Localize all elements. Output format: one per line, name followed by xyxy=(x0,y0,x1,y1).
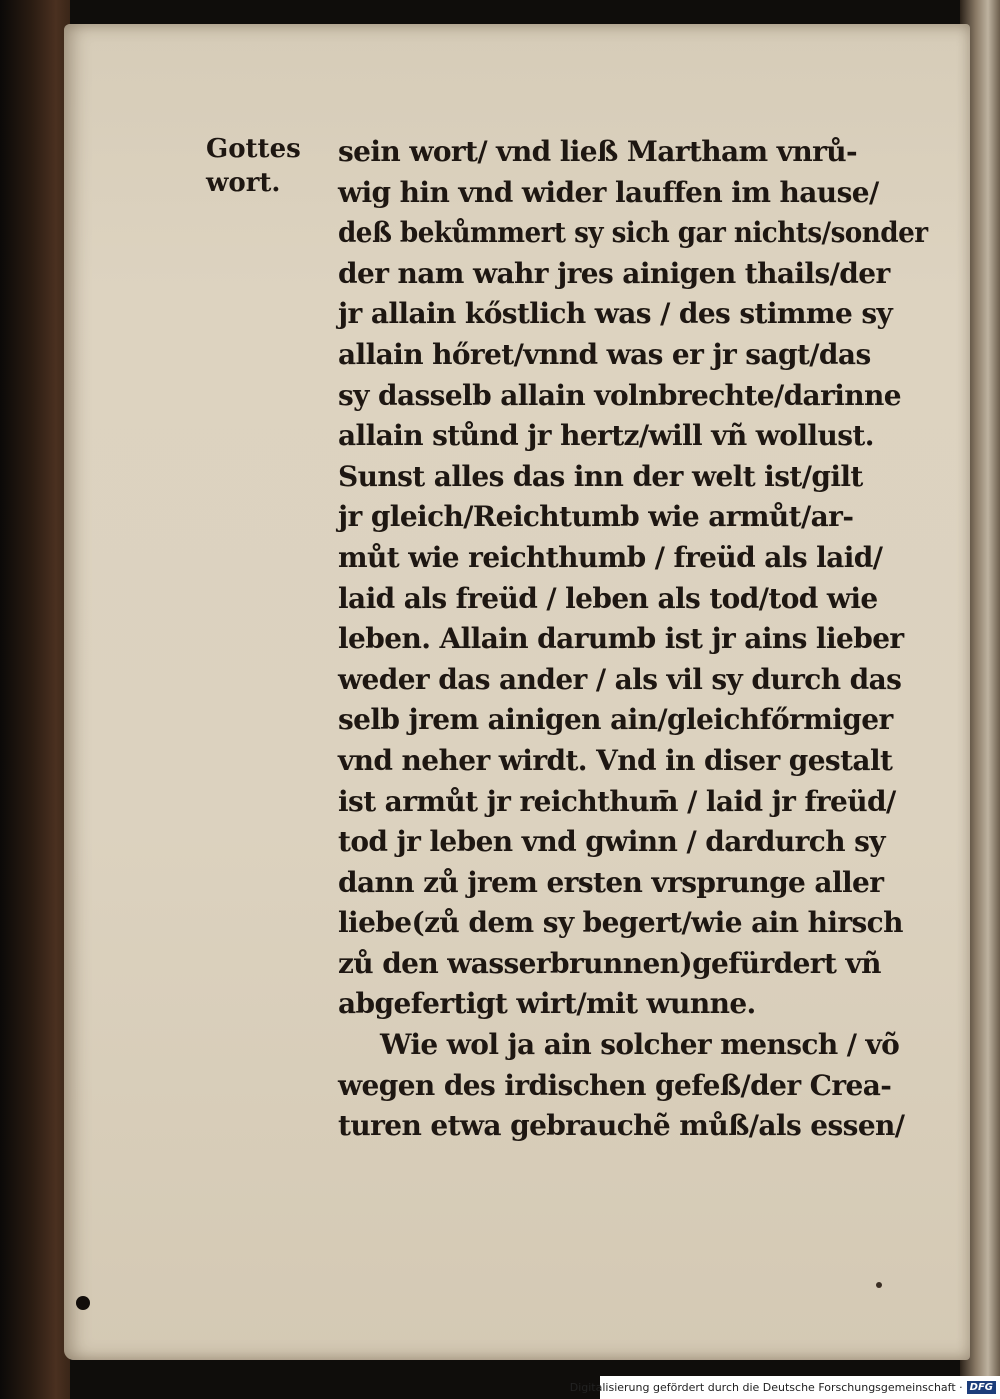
page-speck xyxy=(876,1282,882,1288)
text-line: selb jrem ainigen ain/gleichfőrmiger xyxy=(338,703,893,737)
text-line: sein wort/ vnd ließ Martham vnrů‑ xyxy=(338,135,858,168)
text-line: weder das ander / als vil sy durch das xyxy=(338,662,902,696)
text-line: sy dasselb allain volnbrechte/darinne xyxy=(338,378,902,412)
text-line: der nam wahr jres ainigen thails/der xyxy=(338,256,890,290)
text-line: vnd neher wirdt. Vnd in diser gestalt xyxy=(338,743,893,777)
text-line: leben. Allain darumb ist jr ains lieber xyxy=(338,622,904,656)
text-line: wegen des irdischen gefeß/der Crea‑ xyxy=(338,1068,892,1102)
text-line: laid als freüd / leben als tod/tod wie xyxy=(338,581,878,615)
text-line: tod jr leben vnd gwinn / dardurch sy xyxy=(338,825,885,859)
text-line: abgefertigt wirt/mit wunne. xyxy=(338,987,756,1021)
footer-credit: Digitalisierung gefördert durch die Deutsche Forschungsgemeinschaft · xyxy=(569,1381,963,1394)
text-line: allain stůnd jr hertz/will vñ wollust. xyxy=(338,419,874,453)
margin-note-line: Gottes xyxy=(206,134,301,164)
text-line: můt wie reichthumb / freüd als laid/ xyxy=(338,540,883,574)
ink-dot xyxy=(76,1296,90,1310)
body-text xyxy=(338,132,928,1147)
text-line: Sunst alles das inn der welt ist/gilt xyxy=(338,459,863,493)
text-line: deß bekůmmert sy sich gar nichts/sonder xyxy=(338,216,928,250)
text-line: ist armůt jr reichthum̄ / laid jr freüd/ xyxy=(338,784,896,818)
text-line: dann zů jrem ersten vrsprunge aller xyxy=(338,865,884,899)
dfg-logo: DFG xyxy=(967,1381,996,1394)
margin-note-line: wort. xyxy=(206,168,281,198)
book-binding-left xyxy=(0,0,70,1399)
text-line: jr gleich/Reichtumb wie armůt/ar‑ xyxy=(338,500,854,534)
text-line: wig hin vnd wider lauffen im hause/ xyxy=(338,175,879,209)
text-line: zů den wasserbrunnen)gefürdert vñ xyxy=(338,946,881,980)
margin-note xyxy=(206,132,301,200)
digitization-footer xyxy=(569,1376,1000,1399)
text-line: allain hőret/vnnd was er jr sagt/das xyxy=(338,337,871,371)
text-line: Wie wol ja ain solcher mensch / võ xyxy=(380,1028,900,1062)
text-line: liebe(zů dem sy begert/wie ain hirsch xyxy=(338,906,903,940)
text-line: turen etwa gebrauchẽ můß/als essen/ xyxy=(338,1109,905,1143)
text-line: jr allain kőstlich was / des stimme sy xyxy=(338,297,893,331)
